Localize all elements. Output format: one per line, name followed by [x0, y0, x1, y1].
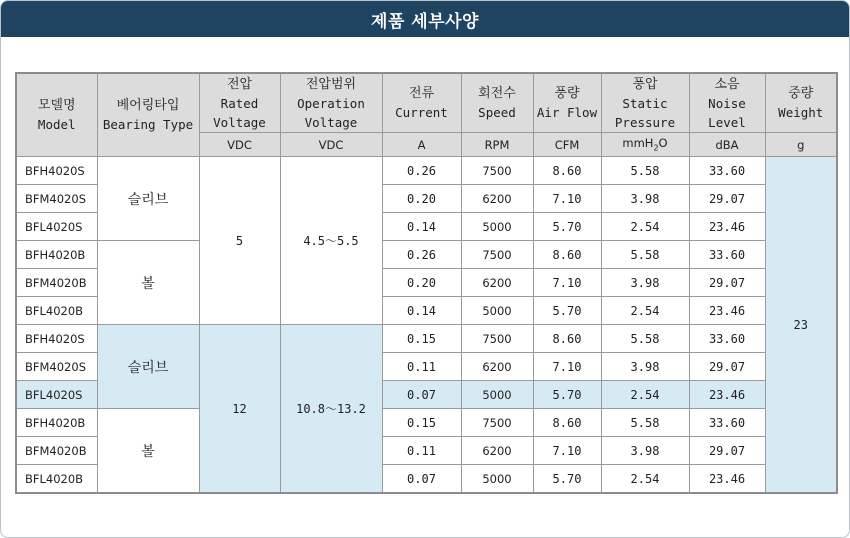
cell-bearing: 슬리브 — [97, 325, 199, 409]
cell-model: BFH4020S — [16, 325, 97, 353]
cell-speed: 5000 — [461, 465, 533, 494]
cell-weight: 23 — [765, 157, 837, 494]
cell-voltage-range: 10.8～13.2 — [280, 325, 382, 494]
table-row — [16, 325, 837, 353]
cell-static-pressure: 3.98 — [601, 185, 689, 213]
cell-speed: 7500 — [461, 409, 533, 437]
unit-speed: RPM — [461, 133, 533, 157]
cell-rated-voltage: 12 — [199, 325, 280, 494]
cell-static-pressure: 5.58 — [601, 409, 689, 437]
cell-speed: 5000 — [461, 297, 533, 325]
header-bearing: 베어링타입 Bearing Type — [97, 73, 199, 157]
cell-static-pressure: 3.98 — [601, 437, 689, 465]
cell-air-flow: 8.60 — [533, 157, 601, 185]
cell-noise-level: 23.46 — [689, 297, 765, 325]
unit-weight: g — [765, 133, 837, 157]
cell-current: 0.14 — [382, 213, 461, 241]
cell-air-flow: 8.60 — [533, 241, 601, 269]
unit-noise-level: dBA — [689, 133, 765, 157]
cell-air-flow: 7.10 — [533, 269, 601, 297]
cell-noise-level: 33.60 — [689, 157, 765, 185]
panel-title: 제품 세부사양 — [1, 1, 849, 37]
cell-noise-level: 33.60 — [689, 409, 765, 437]
cell-static-pressure: 5.58 — [601, 325, 689, 353]
table-row — [16, 241, 837, 269]
cell-speed: 7500 — [461, 157, 533, 185]
header-current: 전류 Current — [382, 73, 461, 133]
unit-operation-voltage: VDC — [280, 133, 382, 157]
cell-current: 0.14 — [382, 297, 461, 325]
cell-air-flow: 5.70 — [533, 213, 601, 241]
header-operation-voltage: 전압범위 Operation Voltage — [280, 73, 382, 133]
header-static-pressure: 풍압 Static Pressure — [601, 73, 689, 133]
cell-speed: 6200 — [461, 353, 533, 381]
cell-static-pressure: 2.54 — [601, 297, 689, 325]
header-air-flow: 풍량 Air Flow — [533, 73, 601, 133]
cell-rated-voltage: 5 — [199, 157, 280, 325]
cell-bearing: 슬리브 — [97, 157, 199, 241]
cell-air-flow: 5.70 — [533, 465, 601, 494]
cell-model: BFL4020B — [16, 297, 97, 325]
header-row — [16, 73, 837, 133]
cell-air-flow: 7.10 — [533, 353, 601, 381]
cell-static-pressure: 2.54 — [601, 381, 689, 409]
cell-model: BFM4020B — [16, 269, 97, 297]
cell-model: BFL4020S — [16, 213, 97, 241]
cell-static-pressure: 2.54 — [601, 213, 689, 241]
header-model: 모델명 Model — [16, 73, 97, 157]
cell-current: 0.26 — [382, 157, 461, 185]
cell-current: 0.20 — [382, 185, 461, 213]
cell-noise-level: 29.07 — [689, 437, 765, 465]
cell-static-pressure: 3.98 — [601, 269, 689, 297]
cell-model: BFM4020S — [16, 353, 97, 381]
cell-current: 0.26 — [382, 241, 461, 269]
cell-static-pressure: 3.98 — [601, 353, 689, 381]
cell-current: 0.15 — [382, 325, 461, 353]
cell-current: 0.15 — [382, 409, 461, 437]
cell-speed: 7500 — [461, 325, 533, 353]
cell-speed: 7500 — [461, 241, 533, 269]
unit-air-flow: CFM — [533, 133, 601, 157]
header-speed: 회전수 Speed — [461, 73, 533, 133]
cell-air-flow: 7.10 — [533, 185, 601, 213]
cell-air-flow: 8.60 — [533, 409, 601, 437]
cell-air-flow: 7.10 — [533, 437, 601, 465]
cell-noise-level: 23.46 — [689, 465, 765, 494]
unit-static-pressure: mmH$_2$O — [601, 133, 689, 157]
cell-speed: 5000 — [461, 213, 533, 241]
cell-noise-level: 29.07 — [689, 185, 765, 213]
header-rated-voltage: 전압 Rated Voltage — [199, 73, 280, 133]
cell-noise-level: 33.60 — [689, 241, 765, 269]
cell-model: BFL4020B — [16, 465, 97, 494]
cell-speed: 6200 — [461, 269, 533, 297]
cell-model: BFM4020B — [16, 437, 97, 465]
cell-noise-level: 23.46 — [689, 381, 765, 409]
header-weight: 중량 Weight — [765, 73, 837, 133]
cell-current: 0.11 — [382, 353, 461, 381]
header-noise-level: 소음 Noise Level — [689, 73, 765, 133]
cell-noise-level: 33.60 — [689, 325, 765, 353]
cell-current: 0.07 — [382, 465, 461, 494]
cell-current: 0.11 — [382, 437, 461, 465]
cell-air-flow: 5.70 — [533, 297, 601, 325]
cell-model: BFH4020B — [16, 409, 97, 437]
cell-model: BFL4020S — [16, 381, 97, 409]
spec-table — [15, 72, 838, 494]
cell-static-pressure: 2.54 — [601, 465, 689, 494]
cell-bearing: 볼 — [97, 241, 199, 325]
cell-bearing: 볼 — [97, 409, 199, 494]
table-row — [16, 157, 837, 185]
cell-speed: 5000 — [461, 381, 533, 409]
cell-noise-level: 29.07 — [689, 353, 765, 381]
cell-model: BFH4020S — [16, 157, 97, 185]
cell-static-pressure: 5.58 — [601, 157, 689, 185]
cell-model: BFM4020S — [16, 185, 97, 213]
table-row — [16, 409, 837, 437]
cell-static-pressure: 5.58 — [601, 241, 689, 269]
cell-noise-level: 23.46 — [689, 213, 765, 241]
cell-noise-level: 29.07 — [689, 269, 765, 297]
cell-air-flow: 8.60 — [533, 325, 601, 353]
cell-speed: 6200 — [461, 437, 533, 465]
cell-voltage-range: 4.5～5.5 — [280, 157, 382, 325]
cell-current: 0.07 — [382, 381, 461, 409]
cell-speed: 6200 — [461, 185, 533, 213]
cell-air-flow: 5.70 — [533, 381, 601, 409]
unit-rated-voltage: VDC — [199, 133, 280, 157]
cell-current: 0.20 — [382, 269, 461, 297]
unit-current: A — [382, 133, 461, 157]
cell-model: BFH4020B — [16, 241, 97, 269]
